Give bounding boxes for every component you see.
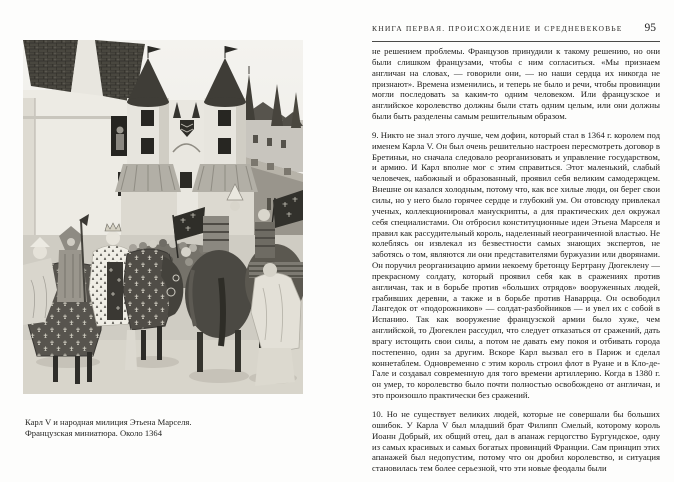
paragraph-10: 10. Но не существует великих людей, которые не совершали бы больших ошибок. У Карла V был младший брат Филипп Смелый, которому король Иоанн Добрый, их общий отец, дал в апанаж герцогство Бургундское, одну из самых красивых и самых богатых провинций Франции. Сам принцип этих апанажей был недопустим, потому что он дробил королевство, и ситуация становилась тем более серьезной, что эти новые феодалы были [372,409,660,474]
paragraph-continuation: не решением проблемы. Французов принудили к такому решению, но они были слишком французами, чтобы с ним согласиться. «Мы признаем англичан на словах, — говорили они, — но наши сердца их никогда не признают». Времена изменились, и теперь не было и речи, чтобы провинции могли последовать за каким-то одним человеком. Или французское и английское королевство должны были стать одним целым, или они должны были быть разделены самым решительным образом. [372,46,660,122]
figure-caption-line-2: Французская миниатюра. Около 1364 [25,427,163,438]
paragraph-9: 9. Никто не знал этого лучше, чем дофин, который стал в 1364 г. королем под именем Карла V. Он был очень решительно настроен пересмотреть договор в Бретиньи, но сначала следовало реорганизовать и управление государством, и армию. И Карл вполне мог с этим справиться. Этот маленький, слабый человечек, набожный и образованный, проявил себя великим самодержцем. Внешне он казался холодным, потому что, как все хилые люди, он берег свои силы, но у него было горячее сердце и глубокий ум. Он отовсюду привлекал ученых, коллекционировал манускрипты, а для практических дел окружал себя специалистами. Он отбросил конституционные идеи Этьена Марселя и правил как рассудительный король, наделенный неограниченной властью. Не колеблясь он извлекал из безвестности самых знающих экспертов, не заботясь о том, являются ли они представителями буржуазии или дворянами. Он поручил реорганизацию армии некоему бретонцу Бертрану Дюгеклену — прекрасному солдату, который проявил себя как в сражениях против англичан, так и в борьбе против «больших отрядов» вооруженных людей, грабивших деревни, а также и в борьбе против Наваррца. Он освободил Лангедок от «подорожников» — солдат-разбойников — и увел их с собой в Испанию. Так как вооружение французской армии было хуже, чем английской, то Дюгеклен рассудил, что следует отказаться от сражений, дать врагу истощить свои силы, а потом не давать ему покоя и отбивать города постепенно, один за другим. Вскоре Карл вызвал его в Париж и сделал коннетаблем. Одновременно с этим король строил флот в Руане и в Кло-де-Гале и создавал современную для того времени артиллерию. Когда в 1380 г. он умер, то королевство было почти полностью освобождено от англичан, и это произошло практически без сражений. [372,129,660,401]
running-head-title: КНИГА ПЕРВАЯ. ПРОИСХОЖДЕНИЕ И СРЕДНЕВЕКОВЬЕ [372,24,623,33]
figure [23,40,303,438]
figure-caption [23,417,303,438]
body-text [372,46,660,482]
page-number: 95 [644,22,656,34]
figure-caption-line-1: Карл V и народная милиция Этьена Марселя. [25,417,192,427]
miniature-illustration [23,40,303,394]
running-head [372,22,660,42]
